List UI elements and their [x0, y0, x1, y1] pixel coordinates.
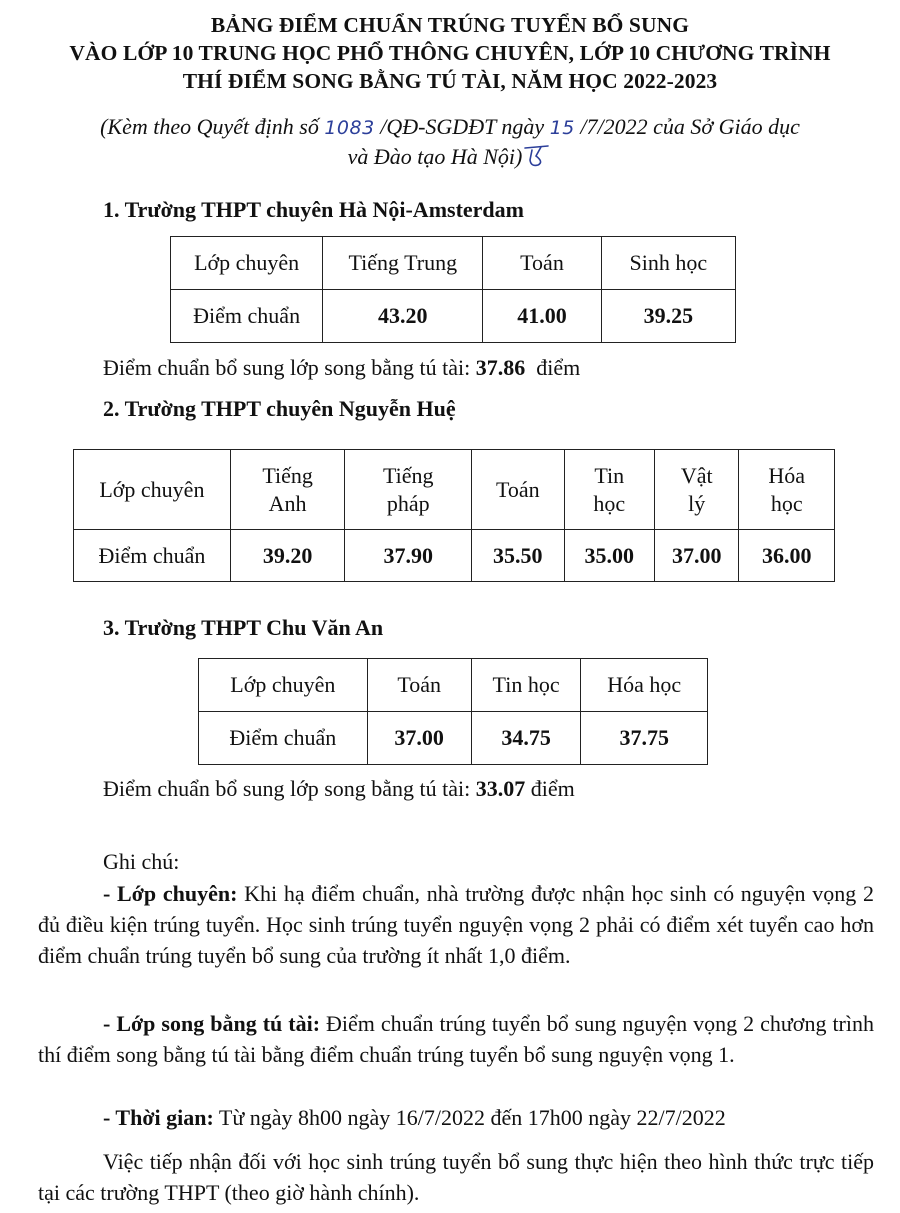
score-cell: 39.25 [601, 290, 735, 343]
decision-number-handwritten: 1083 [324, 117, 375, 139]
note-item-text: Điểm chuẩn trúng tuyển bổ sung nguyện vọng 2 chương trình thí điểm song bằng tú tài bằng điểm chuẩn trúng tuyển bổ sung nguyện vọng 1. [38, 1011, 874, 1067]
note-item-specialized [38, 878, 874, 971]
handwritten-mark-icon [522, 144, 552, 170]
note-prefix: Điểm chuẩn bổ sung lớp song bằng tú tài: [103, 776, 476, 801]
decision-line-2: và Đào tạo Hà Nội) [347, 144, 523, 169]
note-item-label: - Thời gian: [103, 1105, 214, 1130]
score-cell: 36.00 [739, 530, 835, 582]
school-3-heading: 3. Trường THPT Chu Văn An [103, 615, 384, 640]
column-header: Hóa học [739, 450, 835, 530]
row-label-score: Điểm chuẩn [199, 712, 368, 765]
score-cell: 34.75 [471, 712, 581, 765]
doc-title-line-1: BẢNG ĐIỂM CHUẨN TRÚNG TUYỂN BỔ SUNG [210, 13, 690, 37]
column-header: Toán [367, 659, 471, 712]
column-header: Tiếng Trung [323, 237, 483, 290]
decision-reference [0, 112, 900, 143]
note-item-time [103, 1104, 726, 1132]
note-item-label: - Lớp chuyên: [103, 881, 238, 906]
decision-day-handwritten: 15 [549, 117, 575, 139]
note-value: 33.07 [475, 776, 526, 801]
score-cell: 35.00 [564, 530, 654, 582]
decision-reference-line-2 [0, 142, 900, 172]
decision-prefix: (Kèm theo Quyết định số [100, 114, 325, 139]
score-cell: 37.75 [581, 712, 708, 765]
column-header: Tiếng Anh [230, 450, 345, 530]
row-label-class: Lớp chuyên [171, 237, 323, 290]
school-2-heading: 2. Trường THPT chuyên Nguyễn Huệ [103, 396, 456, 421]
row-label-score: Điểm chuẩn [74, 530, 231, 582]
note-suffix: điểm [525, 776, 575, 801]
row-label-class: Lớp chuyên [74, 450, 231, 530]
school-1-table [170, 236, 736, 343]
score-cell: 39.20 [230, 530, 345, 582]
note-suffix: điểm [525, 355, 581, 380]
column-header: Vật lý [655, 450, 739, 530]
school-2-table [73, 449, 835, 582]
score-cell: 43.20 [323, 290, 483, 343]
school-1-heading: 1. Trường THPT chuyên Hà Nội-Amsterdam [103, 197, 524, 222]
decision-suffix: /7/2022 của Sở Giáo dục [574, 114, 800, 139]
column-header: Toán [472, 450, 564, 530]
school-1-note [103, 354, 580, 382]
score-cell: 37.00 [367, 712, 471, 765]
column-header: Tin học [471, 659, 581, 712]
note-item-text: Khi hạ điểm chuẩn, nhà trường được nhận học sinh có nguyện vọng 2 đủ điều kiện trúng tuyển. Học sinh trúng tuyển nguyện vọng 2 phải có điểm xét tuyển cao hơn điểm chuẩn trúng tuyển bổ sung của trường ít nhất 1,0 điểm. [38, 881, 874, 968]
decision-mid: /QĐ-SGDĐT ngày [374, 114, 550, 139]
school-3-table [198, 658, 708, 765]
note-item-dual-diploma [38, 1008, 874, 1070]
note-item-reception: Việc tiếp nhận đối với học sinh trúng tuyển bổ sung thực hiện theo hình thức trực tiếp tại các trường THPT (theo giờ hành chính). [38, 1149, 874, 1205]
column-header: Hóa học [581, 659, 708, 712]
score-cell: 37.00 [655, 530, 739, 582]
score-cell: 37.90 [345, 530, 472, 582]
note-item-label: - Lớp song bằng tú tài: [103, 1011, 321, 1036]
row-label-score: Điểm chuẩn [171, 290, 323, 343]
doc-title-line-2: VÀO LỚP 10 TRUNG HỌC PHỔ THÔNG CHUYÊN, LỚP 10 CHƯƠNG TRÌNH [69, 41, 831, 65]
column-header: Toán [483, 237, 601, 290]
school-3-note [103, 775, 575, 803]
score-cell: 41.00 [483, 290, 601, 343]
score-cell: 35.50 [472, 530, 564, 582]
doc-title-line-3: THÍ ĐIỂM SONG BẰNG TÚ TÀI, NĂM HỌC 2022-2023 [182, 69, 718, 93]
note-prefix: Điểm chuẩn bổ sung lớp song bằng tú tài: [103, 355, 476, 380]
row-label-class: Lớp chuyên [199, 659, 368, 712]
notes-label: Ghi chú: [103, 849, 180, 874]
note-item-text: Từ ngày 8h00 ngày 16/7/2022 đến 17h00 ngày 22/7/2022 [213, 1105, 726, 1130]
column-header: Tin học [564, 450, 654, 530]
column-header: Sinh học [601, 237, 735, 290]
note-value: 37.86 [475, 355, 526, 380]
column-header: Tiếng pháp [345, 450, 472, 530]
